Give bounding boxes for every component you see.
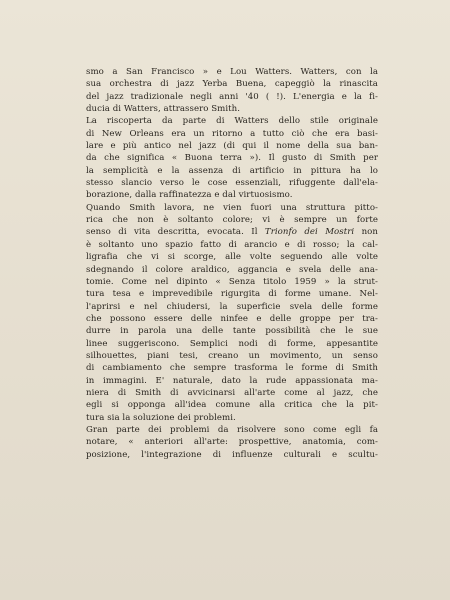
text-line: durre in parola una delle tante possibilità che le sue <box>86 326 378 337</box>
text-line: silhouettes, piani tesi, creano un movimento, un senso <box>86 350 378 361</box>
text-line: smo a San Francisco » e Lou Watters. Watters, con la <box>86 67 378 77</box>
text-line: egli si opponga all'idea comune alla critica che la pit- <box>86 400 378 411</box>
text-line: tura tesa e imprevedibile rigurgita di forme umane. Nel- <box>86 289 378 300</box>
text-line: da che significa « Buona terra »). Il gusto di Smith per <box>86 153 378 164</box>
text-line: La riscoperta da parte di Watters dello stile originale <box>86 116 378 127</box>
text-line: l'aprirsi e nel chiudersi, la superficie svela delle forme <box>86 301 378 312</box>
text-line: la semplicità e la assenza di artificio in pittura ha lo <box>86 165 378 176</box>
text-line: è soltanto uno spazio fatto di arancio e di rosso; la cal- <box>86 239 378 250</box>
text-segment: non <box>354 227 378 238</box>
text-line: in immagini. E' naturale, dato la rude appassionata ma- <box>86 375 378 386</box>
text-line: linee suggeriscono. Semplici nodi di forme, appesantite <box>86 338 378 349</box>
text-line: del jazz tradizionale negli anni '40 ( !). L'energia e la fi- <box>86 91 378 102</box>
text-line: che possono essere delle ninfee e delle groppe per tra- <box>86 313 378 324</box>
text-line: Quando Smith lavora, ne vien fuori una struttura pittо- <box>86 202 378 213</box>
text-line: notare, « anteriori all'arte: prospettive, anatomia, com- <box>86 437 378 448</box>
text-line: ligrafia che vi si scorge, alle volte seguendo alle volte <box>86 252 378 263</box>
body-text <box>86 66 378 461</box>
artwork-title: Trionfo dei Mostri <box>264 227 355 238</box>
text-line: Gran parte dei problemi da risolvere sono come egli fa <box>86 424 378 435</box>
text-line: ducia di Watters, attrassero Smith. <box>86 104 241 115</box>
text-segment: senso di vita descritta, evocata. Il <box>86 227 265 238</box>
text-line: sua orchestra di jazz Yerba Buena, capeggiò la rinascita <box>86 79 378 90</box>
text-line: di New Orleans era un ritorno a tutto ciò che era basi- <box>86 128 378 139</box>
text-line: di cambiamento che sempre trasforma le forme di Smith <box>86 363 378 374</box>
text-line: posizione, l'integrazione di influenze culturali e scultu- <box>86 449 378 460</box>
text-line: stesso slancio verso le cose essenziali, rifuggente dall'ela- <box>86 178 378 189</box>
text-line: rica che non è soltanto colore; vi è sempre un forte <box>86 215 378 226</box>
text-line: niera di Smith di avvicinarsi all'arte come al jazz, che <box>86 387 378 398</box>
text-line: lare e più antico nel jazz (di qui il nome della sua ban- <box>86 141 378 152</box>
text-line: tomie. Come nel dipinto « Senza titolo 1959 » la strut- <box>86 276 378 287</box>
text-line: tura sia la soluzione dei problemi. <box>86 412 236 423</box>
text-line-with-title <box>86 226 378 238</box>
text-line: sdegnando il colore araldico, aggancia e svela delle ana- <box>86 264 378 275</box>
text-line: borazione, dalla raffinatezza e dal virtuosismo. <box>86 190 293 201</box>
